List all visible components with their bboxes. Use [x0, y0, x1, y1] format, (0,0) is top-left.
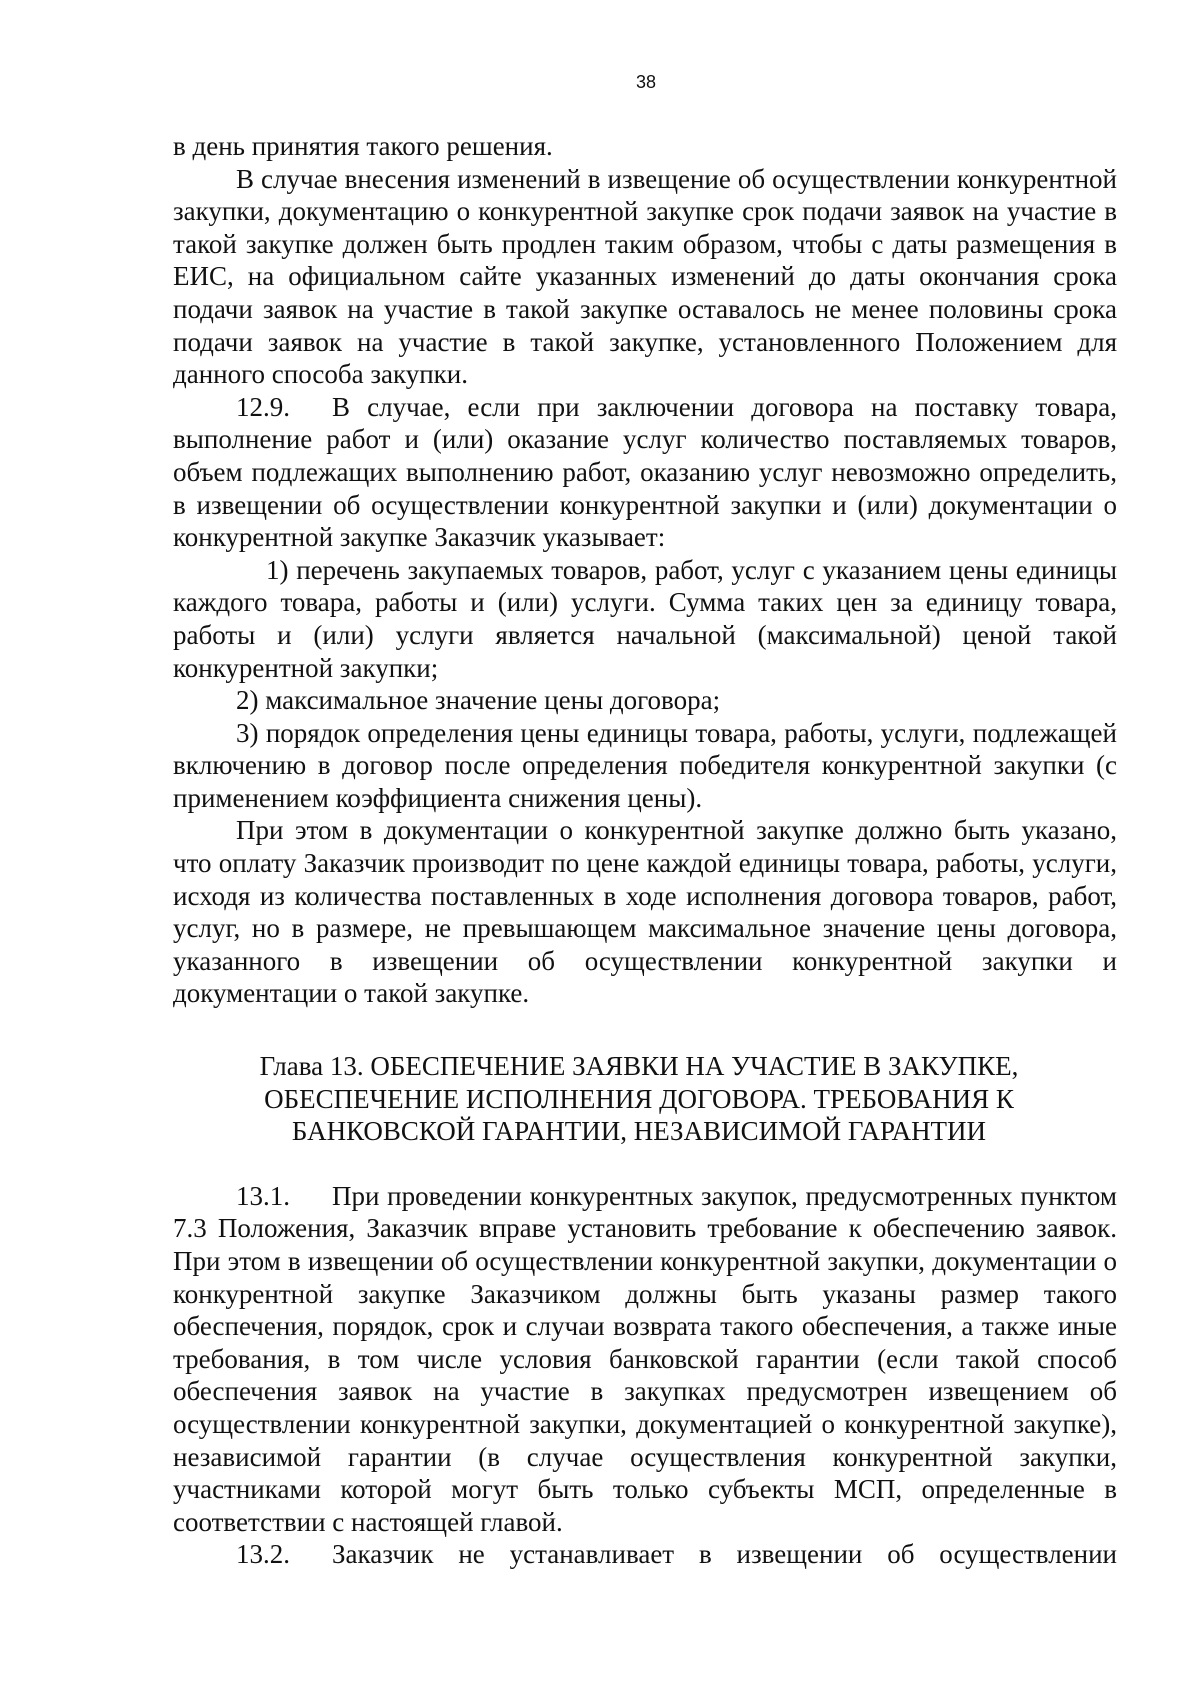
- chapter-heading-line: Глава 13. ОБЕСПЕЧЕНИЕ ЗАЯВКИ НА УЧАСТИЕ В ЗАКУПКЕ,: [259, 1051, 1019, 1082]
- clause-number: 12.9.: [236, 391, 290, 422]
- clause-number: 13.2.: [236, 1539, 290, 1570]
- list-item-3: 3) порядок определения цены единицы товара, работы, услуги, подлежащей включению в договор после определения победителя конкурентной закупки (с применением коэффициента снижения цены).: [173, 717, 1117, 813]
- clause-text: Заказчик не устанавливает в извещении об осуществлении: [332, 1539, 1117, 1570]
- paragraph-12-9: [173, 391, 1117, 554]
- page-number: 38: [635, 72, 657, 92]
- clause-text: При проведении конкурентных закупок, предусмотренных пунктом 7.3 Положения, Заказчик вправе установить требование к обеспечению заявок. При этом в извещении об осуществлении конкурентной закупки, документации о конкурентной закупке Заказчиком должны быть указаны размер такого обеспечения, порядок, срок и случаи возврата такого обеспечения, а также иные требования, в том числе условия банковской гарантии (если такой способ обеспечения заявок на участие в закупках предусмотрен извещением об осуществлении конкурентной закупки, документацией о конкурентной закупке), независимой гарантии (в случае осуществления конкурентной закупки, участниками которой могут быть только субъекты МСП, определенные в соответствии с настоящей главой.: [173, 1180, 1117, 1537]
- paragraph-payment-terms: При этом в документации о конкурентной закупке должно быть указано, что оплату Заказчик производит по цене каждой единицы товара, работы, услуги, исходя из количества поставленных в ходе исполнения договора товаров, работ, услуг, но в размере, не превышающем максимальное значение цены договора, указанного в извещении об осуществлении конкурентной закупки и документации о такой закупке.: [173, 815, 1117, 1009]
- list-item-1: 1) перечень закупаемых товаров, работ, услуг с указанием цены единицы каждого товара, работы и (или) услуги. Сумма таких цен за единицу товара, работы и (или) услуги является начальной (максимальной) ценой такой конкурентной закупки;: [173, 554, 1117, 683]
- paragraph-changes-deadline: В случае внесения изменений в извещение об осуществлении конкурентной закупки, документацию о конкурентной закупке срок подачи заявок на участие в такой закупке должен быть продлен таким образом, чтобы с даты размещения в ЕИС, на официальном сайте указанных изменений до даты окончания срока подачи заявок на участие в такой закупке оставалось не менее половины срока подачи заявок на участие в такой закупке, установленного Положением для данного способа закупки.: [173, 163, 1117, 390]
- chapter-heading-line: БАНКОВСКОЙ ГАРАНТИИ, НЕЗАВИСИМОЙ ГАРАНТИИ: [291, 1116, 987, 1147]
- paragraph-13-2: [173, 1538, 1117, 1571]
- paragraph-continuation: в день принятия такого решения.: [173, 131, 553, 161]
- chapter-heading-line: ОБЕСПЕЧЕНИЕ ИСПОЛНЕНИЯ ДОГОВОРА. ТРЕБОВАНИЯ К: [264, 1083, 1014, 1114]
- clause-number: 13.1.: [236, 1180, 290, 1211]
- paragraph-13-1: [173, 1180, 1117, 1539]
- list-item-2: 2) максимальное значение цены договора;: [236, 685, 721, 716]
- document-page: [173, 70, 1117, 1571]
- clause-text: В случае, если при заключении договора на поставку товара, выполнение работ и (или) оказание услуг количество поставляемых товаров, объем подлежащих выполнению работ, оказанию услуг невозможно определить, в извещении об осуществлении конкурентной закупки и (или) документации о конкурентной закупке Заказчик указывает:: [173, 391, 1117, 553]
- chapter-heading: [173, 1050, 1117, 1148]
